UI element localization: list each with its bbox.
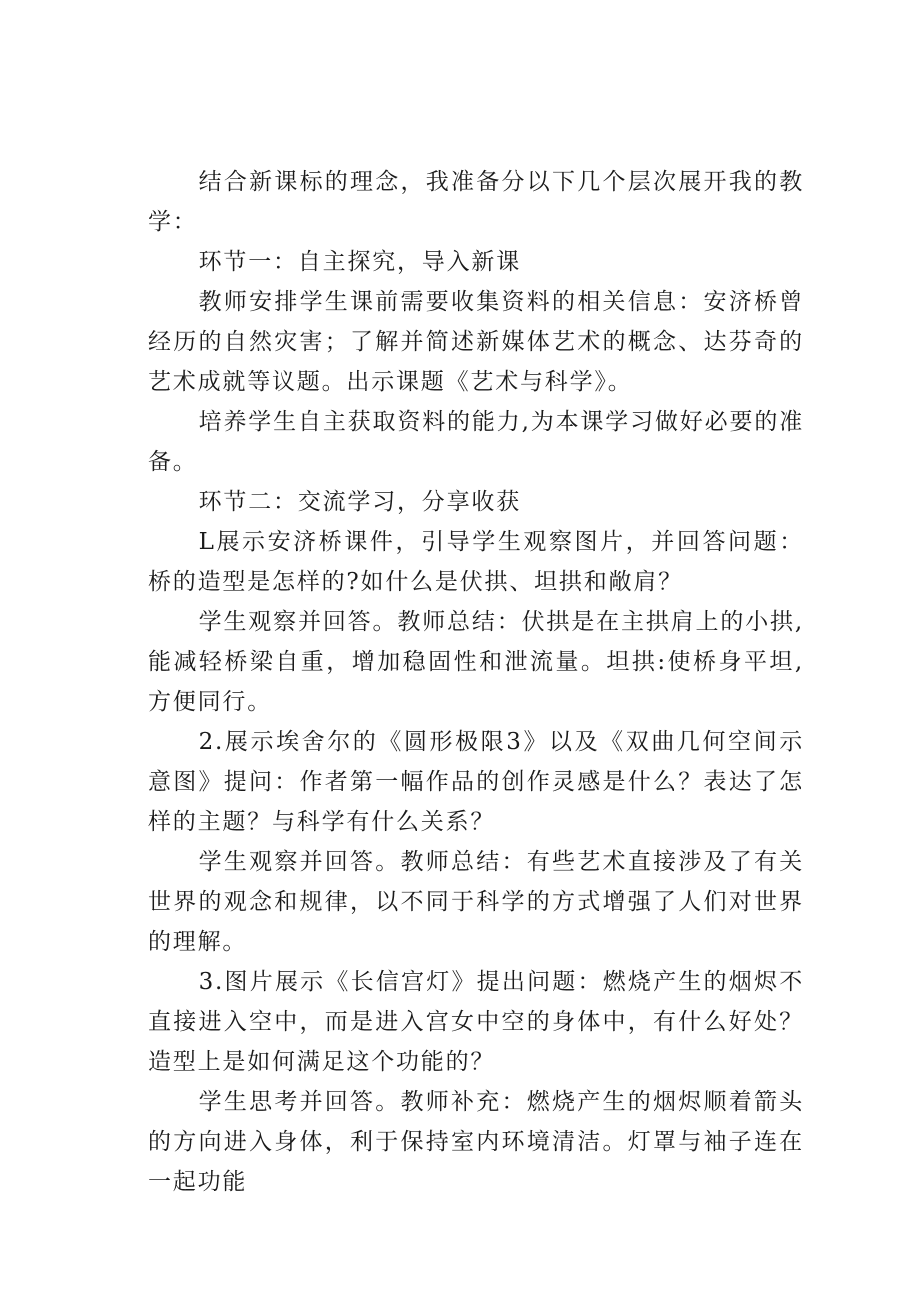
body-paragraph: 3.图片展示《长信宫灯》提出问题：燃烧产生的烟烬不直接进入空中，而是进入宫女中空的身体中，有什么好处？造型上是如何满足这个功能的？ — [148, 969, 804, 1075]
section-heading-1: 环节一：自主探究，导入新课 — [198, 249, 521, 275]
body-paragraph: 2.展示埃舍尔的《圆形极限3》以及《双曲几何空间示意图》提问：作者第一幅作品的创作灵感是什么？表达了怎样的主题？与科学有什么关系？ — [148, 729, 804, 835]
section-heading-2: 环节二：交流学习，分享收获 — [198, 489, 521, 515]
intro-paragraph: 结合新课标的理念，我准备分以下几个层次展开我的教学： — [148, 169, 804, 235]
body-paragraph: 学生观察并回答。教师总结：伏拱是在主拱肩上的小拱,能减轻桥梁自重，增加稳固性和泄流量。坦拱:使桥身平坦,方便同行。 — [148, 609, 804, 715]
body-paragraph: L展示安济桥课件，引导学生观察图片，并回答问题：桥的造型是怎样的?如什么是伏拱、坦拱和敞肩？ — [148, 529, 804, 595]
body-paragraph: 教师安排学生课前需要收集资料的相关信息：安济桥曾经历的自然灾害；了解并简述新媒体艺术的概念、达芬奇的艺术成就等议题。出示课题《艺术与科学》。 — [148, 289, 804, 395]
body-paragraph: 学生观察并回答。教师总结：有些艺术直接涉及了有关世界的观念和规律，以不同于科学的方式增强了人们对世界的理解。 — [148, 849, 804, 955]
document-body — [148, 162, 804, 1202]
body-paragraph: 培养学生自主获取资料的能力,为本课学习做好必要的准备。 — [148, 409, 804, 475]
body-paragraph: 学生思考并回答。教师补充：燃烧产生的烟烬顺着箭头的方向进入身体，利于保持室内环境清洁。灯罩与袖子连在一起功能 — [148, 1089, 804, 1195]
